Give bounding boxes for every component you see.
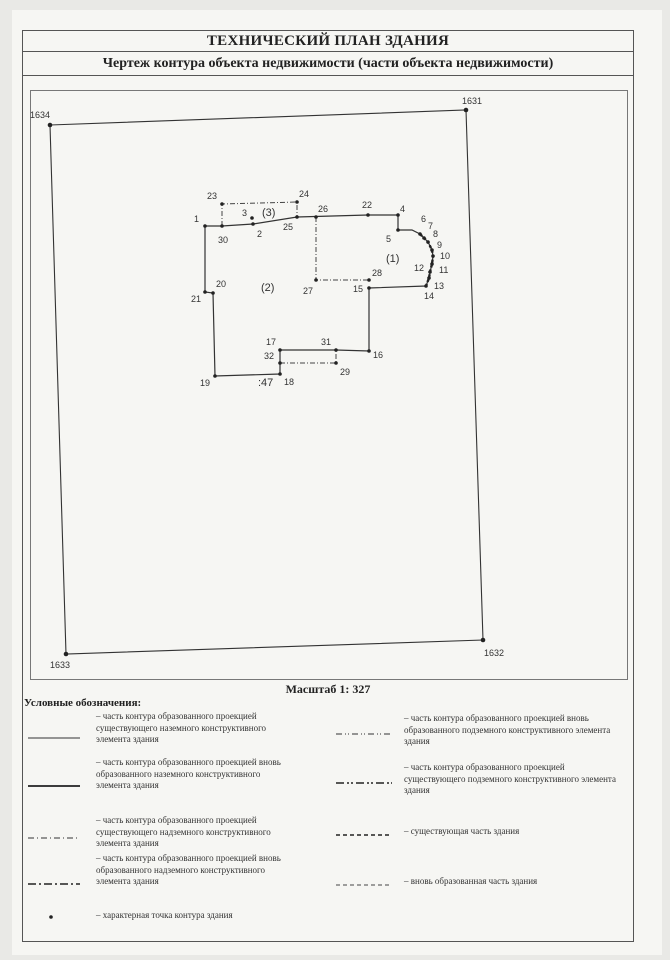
legend-item <box>28 757 308 815</box>
point-label: 32 <box>264 351 275 361</box>
contour-point <box>250 216 254 220</box>
point-label: 18 <box>284 377 295 387</box>
legend-text: – часть контура образованного проекцией существующего подземного конструктивного элемента здания <box>404 762 616 795</box>
contour-point <box>278 372 282 376</box>
point-label: 11 <box>439 265 449 275</box>
legend-symbol <box>28 879 84 889</box>
legend-symbol <box>46 912 102 922</box>
legend-text: – характерная точка контура здания <box>96 910 233 920</box>
part-label: (3) <box>262 207 276 219</box>
point-label: 20 <box>216 279 227 289</box>
point-label: 1634 <box>30 110 51 120</box>
point-label: 1631 <box>462 96 483 106</box>
point-label: 13 <box>434 281 445 291</box>
point-label: 9 <box>437 240 443 250</box>
contour-point <box>278 348 282 352</box>
building-part-lower <box>280 350 336 363</box>
legend-symbol <box>28 833 84 843</box>
contour-point <box>314 278 318 282</box>
part-label: (2) <box>261 282 275 294</box>
point-label: 12 <box>414 263 425 273</box>
point-label: 2 <box>257 229 263 239</box>
point-label: 24 <box>299 189 310 199</box>
contour-point <box>367 278 371 282</box>
point-label: 23 <box>207 191 218 201</box>
contour-point <box>64 652 69 657</box>
contour-point <box>220 224 224 228</box>
point-label: 4 <box>400 204 406 214</box>
contour-point <box>334 361 338 365</box>
scale-label: Масштаб 1: 327 <box>285 682 371 696</box>
contour-point <box>203 224 207 228</box>
point-label: 14 <box>424 291 435 301</box>
legend-symbol <box>28 733 84 743</box>
extra-label: :47 <box>258 377 274 389</box>
point-label: 26 <box>318 204 329 214</box>
contour-point <box>424 284 428 288</box>
point-label: 16 <box>373 350 384 360</box>
legend-text: – часть контура образованного проекцией вновь образованного подземного конструктивного элемента здания <box>404 713 611 746</box>
contour-point <box>295 200 299 204</box>
part-label: (1) <box>386 253 400 265</box>
legend-text: – часть контура образованного проекцией вновь образованного наземного конструктивного элемента здания <box>96 757 281 790</box>
page-subtitle: Чертеж контура объекта недвижимости (части объекта недвижимости) <box>22 52 634 76</box>
contour-point <box>278 361 282 365</box>
legend-symbol <box>28 781 84 791</box>
contour-point <box>481 638 486 643</box>
contour-point <box>428 270 432 274</box>
legend-title: Условные обозначения: <box>24 697 142 709</box>
point-label: 29 <box>340 367 351 377</box>
point-label: 25 <box>283 222 294 232</box>
contour-point <box>367 349 371 353</box>
building-contour-main <box>205 215 433 376</box>
point-label: 3 <box>242 208 248 218</box>
contour-point <box>418 232 422 236</box>
legend-symbol <box>336 880 396 890</box>
contour-points <box>203 200 435 378</box>
legend-item <box>336 826 626 840</box>
contour-point <box>396 228 400 232</box>
contour-point <box>422 236 426 240</box>
legend-item <box>28 853 308 911</box>
point-label: 1632 <box>484 648 505 658</box>
contour-point <box>203 290 207 294</box>
point-label: 22 <box>362 200 373 210</box>
contour-point <box>211 291 215 295</box>
legend-text: – часть контура образованного проекцией существующего надземного конструктивного элемента здания <box>96 815 271 848</box>
contour-point <box>431 254 435 258</box>
legend-text: – часть контура образованного проекцией существующего наземного конструктивного элемента здания <box>96 711 267 744</box>
point-label: 7 <box>428 221 434 231</box>
contour-point <box>430 262 434 266</box>
point-label: 17 <box>266 337 277 347</box>
legend-item <box>336 713 626 753</box>
contour-point <box>334 348 338 352</box>
contour-point <box>213 374 217 378</box>
contour-point <box>220 202 224 206</box>
legend-item <box>336 876 626 890</box>
building-part-inner <box>316 217 369 280</box>
legend-text: – вновь образованная часть здания <box>404 876 538 886</box>
point-label: 10 <box>440 251 451 261</box>
point-label: 8 <box>433 229 439 239</box>
legend-symbol <box>336 830 396 840</box>
contour-point <box>427 276 431 280</box>
contour-point <box>366 213 370 217</box>
point-label: 19 <box>200 378 211 388</box>
legend-item <box>336 762 626 802</box>
legend-item <box>28 711 308 757</box>
page-title: ТЕХНИЧЕСКИЙ ПЛАН ЗДАНИЯ <box>22 30 634 52</box>
contour-point <box>295 215 299 219</box>
point-label: 1 <box>194 214 200 224</box>
contour-point <box>48 123 53 128</box>
point-label: 30 <box>218 235 229 245</box>
point-label: 28 <box>372 268 383 278</box>
contour-point <box>426 240 430 244</box>
point-label: 15 <box>353 284 364 294</box>
point-label: 21 <box>191 294 202 304</box>
legend-symbol <box>336 778 396 788</box>
point-label: 27 <box>303 286 314 296</box>
contour-point <box>367 286 371 290</box>
legend-text: – существующая часть здания <box>404 826 520 836</box>
point-label: 5 <box>386 234 392 244</box>
contour-point <box>464 108 469 113</box>
legend-symbol <box>336 729 396 739</box>
legend-text: – часть контура образованного проекцией вновь образованного надземного конструктивного элемента здания <box>96 853 281 886</box>
contour-point <box>251 222 255 226</box>
point-label: 6 <box>421 214 427 224</box>
contour-point <box>430 248 434 252</box>
contour-point <box>314 215 318 219</box>
point-label: 1633 <box>50 660 71 670</box>
legend-item <box>28 910 308 924</box>
point-label: 31 <box>321 337 332 347</box>
